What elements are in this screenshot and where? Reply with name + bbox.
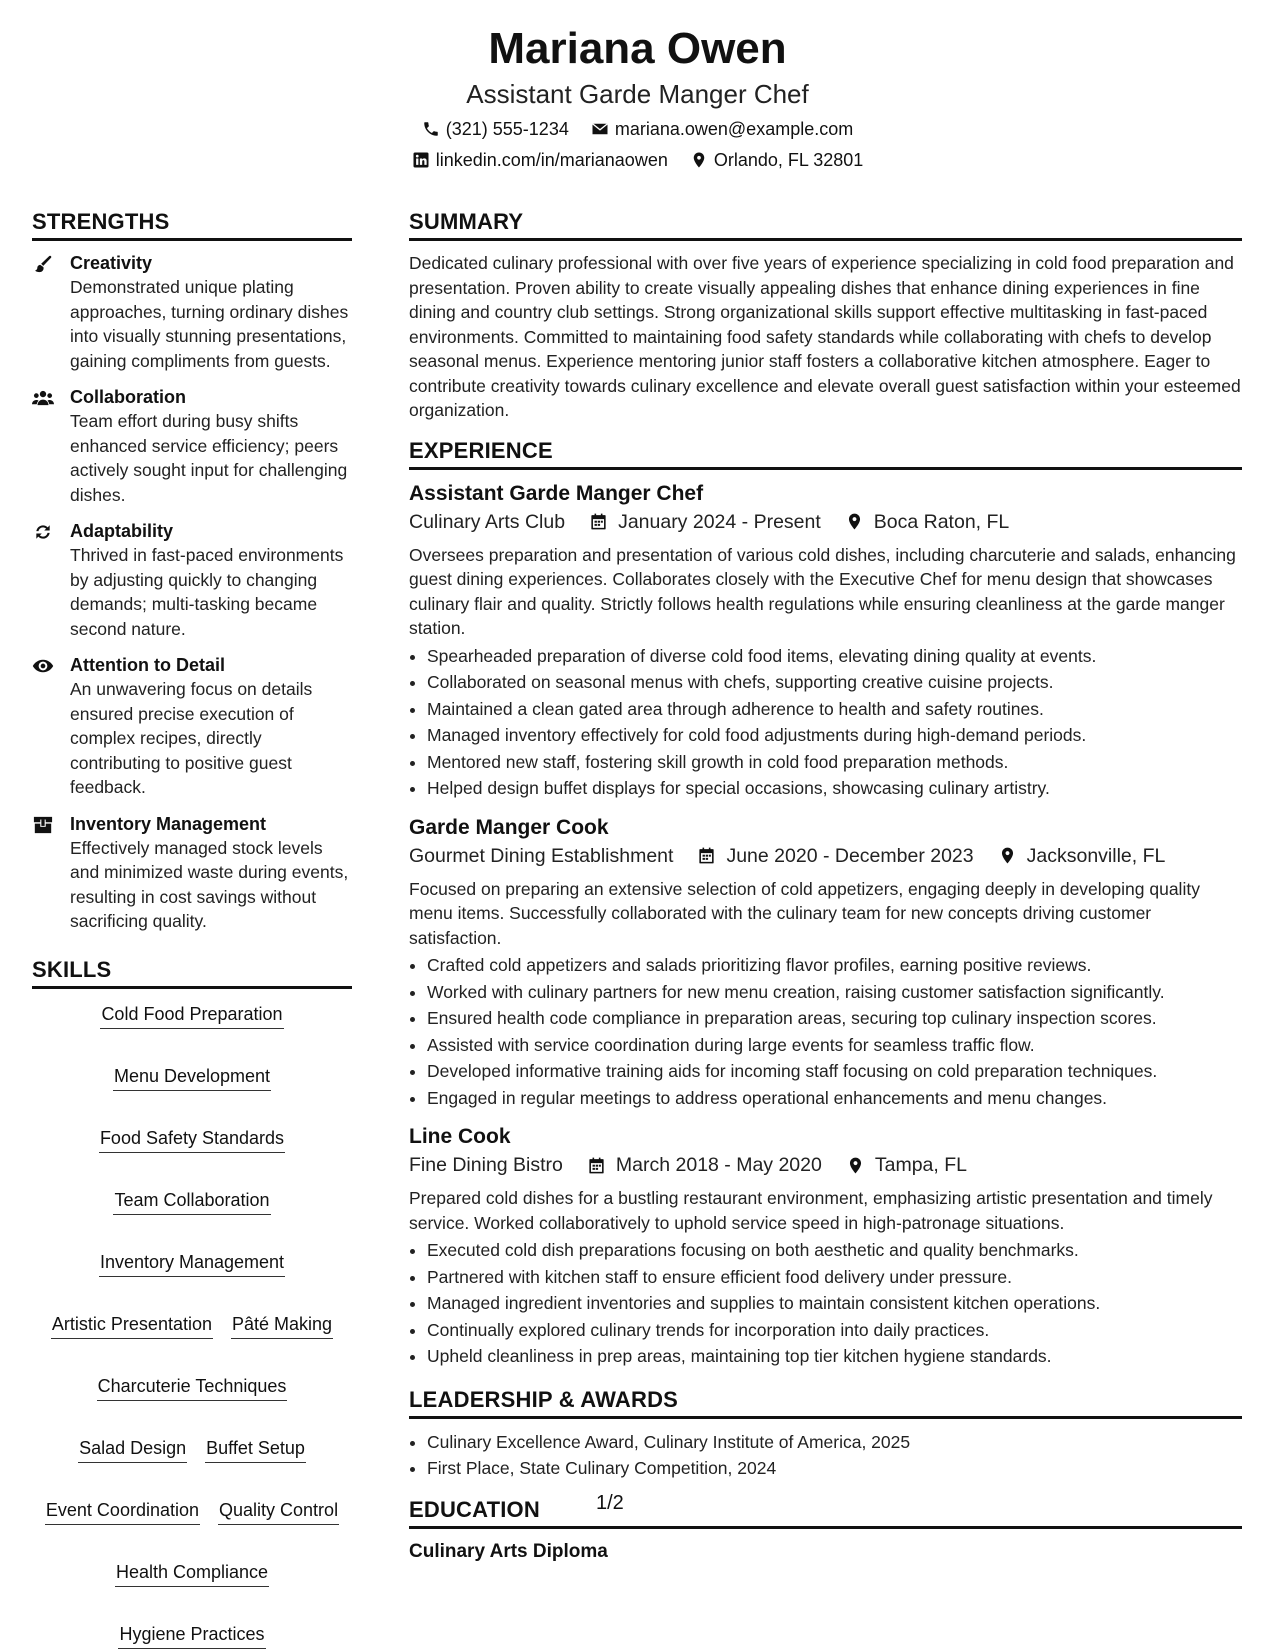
list-item: • Executed cold dish preparations focusing on both aesthetic and quality benchmarks. [427,1237,1242,1264]
skill-tag: Buffet Setup [205,1437,306,1463]
linkedin-contact[interactable] [412,148,668,172]
education-heading: EDUCATION [409,1496,1242,1529]
list-item: • Maintained a clean gated area through adherence to health and safety routines. [427,696,1242,723]
phone-text: (321) 555-1234 [445,119,569,139]
list-item: • Upheld cleanliness in prep areas, maintaining top tier kitchen hygiene standards. [427,1343,1242,1370]
job-bullets [409,643,1242,802]
list-item: • Worked with culinary partners for new menu creation, raising customer satisfaction significantly. [427,979,1242,1006]
skill-tag: Quality Control [218,1499,339,1525]
users-icon [32,388,54,408]
strength-item [32,812,352,934]
location-text: Orlando, FL 32801 [713,150,864,170]
map-marker-icon [690,151,708,169]
strength-name: Creativity [70,253,153,273]
list-item: • Spearheaded preparation of diverse cold food items, elevating dining quality at events. [427,643,1242,670]
list-item: • Continually explored culinary trends for incorporation into daily practices. [427,1317,1242,1344]
job-meta [409,508,1242,536]
list-item: • First Place, State Culinary Competition, 2024 [427,1455,1242,1482]
skill-tag: Inventory Management [99,1251,285,1277]
summary-heading: SUMMARY [409,208,1242,241]
strength-item [32,251,352,373]
eye-icon [32,656,54,676]
job-dates: March 2018 - May 2020 [615,1154,822,1176]
experience-heading: EXPERIENCE [409,437,1242,470]
phone-icon [422,120,440,138]
paintbrush-icon [32,254,54,274]
location-contact [690,148,863,172]
list-item: • Partnered with kitchen staff to ensure efficient food delivery under pressure. [427,1264,1242,1291]
strength-item [32,519,352,641]
strength-desc: Thrived in fast-paced environments by adjusting quickly to changing demands; multi-tasking became second nature. [70,545,344,639]
strength-desc: An unwavering focus on details ensured precise execution of complex recipes, directly contributing to positive guest feedback. [70,679,313,797]
skills-heading: SKILLS [32,956,352,989]
education-degree: Culinary Arts Diploma [409,1540,608,1562]
job-title: Assistant Garde Manger Chef [409,481,704,505]
job-entry [409,480,1242,802]
calendar-icon [587,1156,606,1175]
skill-tag: Cold Food Preparation [100,1003,283,1029]
box-icon [32,815,54,835]
job-company: Gourmet Dining Establishment [409,844,674,867]
list-item: • Ensured health code compliance in preparation areas, securing top culinary inspection scores. [427,1005,1242,1032]
list-item: • Collaborated on seasonal menus with chefs, supporting creative cuisine projects. [427,669,1242,696]
job-location: Tampa, FL [874,1154,967,1176]
resume-header [0,22,1275,172]
list-item: • Assisted with service coordination during large events for seamless traffic flow. [427,1032,1242,1059]
job-location: Jacksonville, FL [1026,844,1166,867]
skill-tag: Salad Design [78,1437,187,1463]
phone-contact [422,117,569,141]
candidate-name: Mariana Owen [488,24,787,73]
page-number: 1/2 [596,1492,624,1514]
map-marker-icon [845,512,864,531]
job-description: Oversees preparation and presentation of various cold dishes, including charcuterie and salads, enhancing guest dining experiences. Collaborates closely with the Executive Chef for menu design that showcases culinary flair and quality. Strictly follows health regulations while ensuring cleanliness at the garde manger station. [409,544,1236,638]
right-column [409,208,1242,1565]
skill-tag: Team Collaboration [113,1189,270,1215]
job-description: Prepared cold dishes for a bustling restaurant environment, emphasizing artistic presentation and timely service. Worked collaboratively to uphold service speed in high-patronage situations. [409,1188,1213,1233]
job-dates: June 2020 - December 2023 [726,844,974,867]
list-item: • Engaged in regular meetings to address operational enhancements and menu changes. [427,1085,1242,1112]
job-entry [409,814,1242,1112]
linkedin-icon [412,151,430,169]
strength-name: Attention to Detail [70,655,225,675]
list-item: • Managed ingredient inventories and supplies to maintain consistent kitchen operations. [427,1290,1242,1317]
skill-tag: Artistic Presentation [51,1313,213,1339]
job-title: Garde Manger Cook [409,815,609,839]
contact-row-1 [0,117,1275,141]
skill-tag: Hygiene Practices [118,1623,265,1649]
skill-tag: Food Safety Standards [99,1127,285,1153]
job-bullets [409,1237,1242,1370]
awards-list [409,1429,1242,1482]
summary-text: Dedicated culinary professional with over five years of experience specializing in cold food preparation and presentation. Proven ability to create visually appealing dishes that enhance dining experiences in fine dining and country club settings. Strong organizational skills support effective multitasking in fast-paced environments. Committed to maintaining food safety standards while collaborating with chefs to develop seasonal menus. Experience mentoring junior staff fosters a collaborative kitchen atmosphere. Eager to contribute creativity towards culinary excellence and elevate overall guest satisfaction within your esteemed organization. [409,253,1241,420]
job-description: Focused on preparing an extensive selection of cold appetizers, engaging deeply in developing quality menu items. Successfully collaborated with the culinary team for new concepts driving customer satisfaction. [409,878,1200,948]
linkedin-text[interactable]: linkedin.com/in/marianaowen [435,150,668,170]
strength-item [32,653,352,800]
awards-heading: LEADERSHIP & AWARDS [409,1386,1242,1419]
sync-icon [32,522,54,542]
candidate-title: Assistant Garde Manger Chef [466,79,809,109]
skill-tag: Charcuterie Techniques [97,1375,288,1401]
left-column [32,208,352,1649]
skill-tag: Menu Development [113,1065,271,1091]
list-item: • Helped design buffet displays for special occasions, showcasing culinary artistry. [427,775,1242,802]
strength-desc: Effectively managed stock levels and minimized waste during events, resulting in cost savings without sacrificing quality. [70,837,349,931]
list-item: • Crafted cold appetizers and salads prioritizing flavor profiles, earning positive reviews. [427,952,1242,979]
skill-tag: Health Compliance [115,1561,269,1587]
job-location: Boca Raton, FL [873,510,1010,533]
job-company: Culinary Arts Club [409,510,566,533]
list-item: • Culinary Excellence Award, Culinary Institute of America, 2025 [427,1429,1242,1456]
job-company: Fine Dining Bistro [409,1154,563,1176]
strength-desc: Demonstrated unique plating approaches, turning ordinary dishes into visually stunning presentations, gaining compliments from guests. [70,277,349,371]
calendar-icon [697,846,716,865]
contact-row-2 [0,148,1275,172]
strength-name: Adaptability [70,521,174,541]
strength-name: Inventory Management [70,813,267,834]
envelope-icon [591,120,609,138]
map-marker-icon [846,1156,865,1175]
strength-item [32,385,352,507]
list-item: • Developed informative training aids for incoming staff focusing on cold preparation techniques. [427,1058,1242,1085]
skill-tag: Event Coordination [45,1499,200,1525]
job-dates: January 2024 - Present [618,510,821,533]
skill-tag: Pâté Making [231,1313,333,1339]
calendar-icon [589,512,608,531]
strengths-heading: STRENGTHS [32,208,352,241]
skills-list [32,1003,352,1649]
strength-desc: Team effort during busy shifts enhanced service efficiency; peers actively sought input for challenging dishes. [70,411,348,505]
job-meta [409,1151,1242,1179]
list-item: • Managed inventory effectively for cold food adjustments during high-demand periods. [427,722,1242,749]
email-text[interactable]: mariana.owen@example.com [614,119,854,139]
job-entry [409,1123,1242,1370]
job-title: Line Cook [409,1125,511,1148]
list-item: • Mentored new staff, fostering skill growth in cold food preparation methods. [427,749,1242,776]
strength-name: Collaboration [70,387,186,407]
map-marker-icon [998,846,1017,865]
email-contact[interactable] [591,117,853,141]
job-bullets [409,952,1242,1111]
job-meta [409,842,1242,870]
